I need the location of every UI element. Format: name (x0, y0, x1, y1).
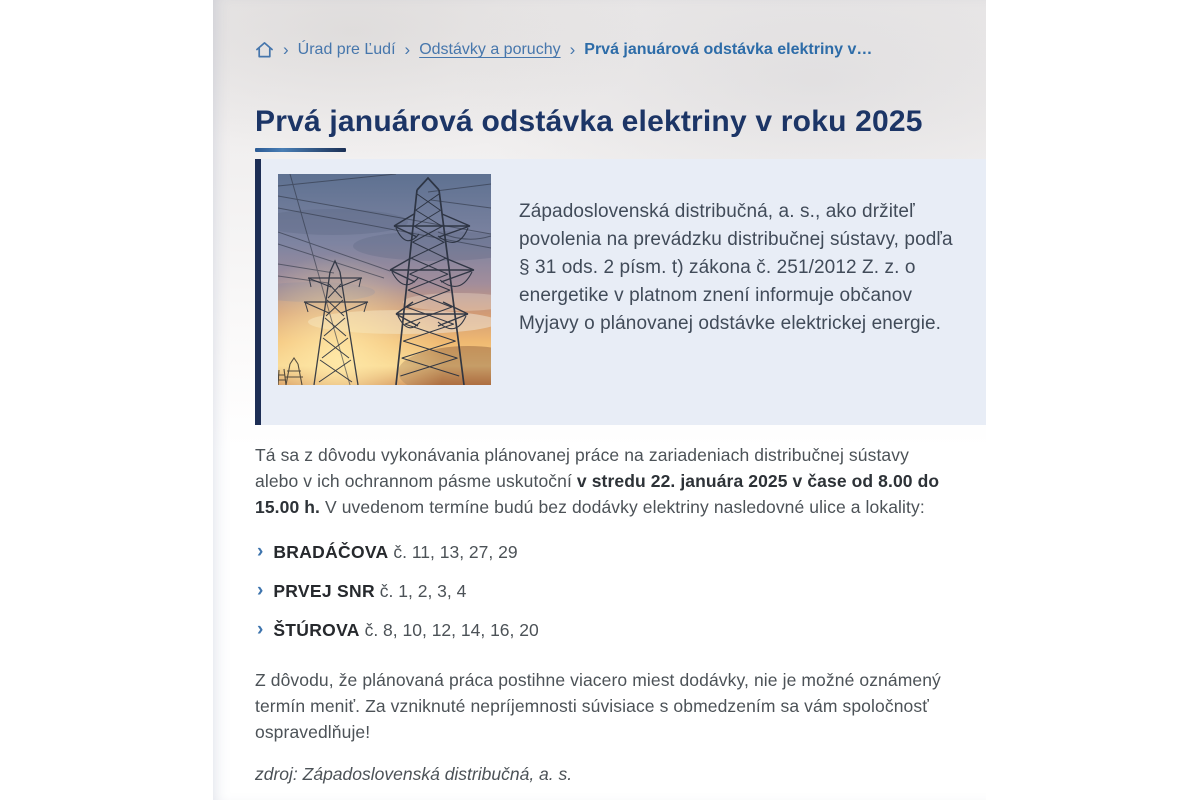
source-attribution: zdroj: Západoslovenská distribučná, a. s. (255, 764, 573, 784)
street-name: BRADÁČOVA (273, 542, 389, 562)
street-numbers: č. 11, 13, 27, 29 (393, 542, 518, 562)
chevron-bullet-icon: › (257, 580, 264, 601)
breadcrumb-item-urad-pre-ludi[interactable]: Úrad pre Ľudí (297, 41, 396, 58)
street-numbers: č. 1, 2, 3, 4 (379, 581, 467, 601)
street-name: ŠTÚROVA (273, 620, 360, 640)
intro-text: Západoslovenská distribučná, a. s., ako držiteľ povolenia na prevádzku distribučnej sústavy, podľa § 31 ods. 2 písm. t) zákona č. 251/2012 Z. z. o energetike v platnom znení informuje občanov Myjavy o plánovanej odstávke elektrickej energie. (519, 201, 953, 334)
outage-date-bold: v stredu 22. januára 2025 v čase od 8.00 do 15.00 h. (255, 471, 940, 517)
street-name: PRVEJ SNR (273, 581, 375, 601)
breadcrumb-separator: › (569, 39, 576, 59)
street-numbers: č. 8, 10, 12, 14, 16, 20 (364, 620, 539, 640)
breadcrumb (213, 0, 986, 59)
paragraph-apology: Z dôvodu, že plánovaná práca postihne viacero miest dodávky, nie je možné oznámený termín meniť. Za vzniknuté nepríjemnosti súvisiace s obmedzením sa vám spoločnosť ospravedlňuje! (255, 670, 941, 742)
affected-streets-list (255, 542, 956, 641)
breadcrumb-separator: › (283, 39, 289, 59)
list-item-bradacova (257, 542, 956, 563)
list-item-prvej-snr (257, 581, 956, 602)
article-page-column (213, 0, 986, 800)
breadcrumb-separator: › (404, 39, 411, 59)
paragraph-text: V uvedenom termíne budú bez dodávky elektriny nasledovné ulice a lokality: (320, 497, 925, 517)
intro-highlight-box (255, 159, 986, 425)
chevron-bullet-icon: › (257, 619, 264, 640)
list-item-sturova (257, 620, 956, 641)
paragraph-outage-details (255, 442, 956, 520)
power-lines-photo (278, 174, 491, 390)
breadcrumb-home-link[interactable] (255, 41, 274, 59)
breadcrumb-item-odstavky-a-poruchy[interactable]: Odstávky a poruchy (419, 41, 561, 58)
chevron-bullet-icon: › (257, 541, 264, 562)
title-underline (255, 148, 346, 152)
home-icon (255, 41, 274, 59)
paragraph-text: Tá sa z dôvodu vykonávania plánovanej práce na zariadeniach distribučnej sústavy alebo v ich ochrannom pásme uskutoční (255, 445, 909, 491)
breadcrumb-item-current-page: Prvá januárová odstávka elektriny v… (584, 41, 873, 58)
page-title: Prvá januárová odstávka elektriny v roku 2025 (255, 105, 923, 138)
article-body (213, 442, 986, 785)
